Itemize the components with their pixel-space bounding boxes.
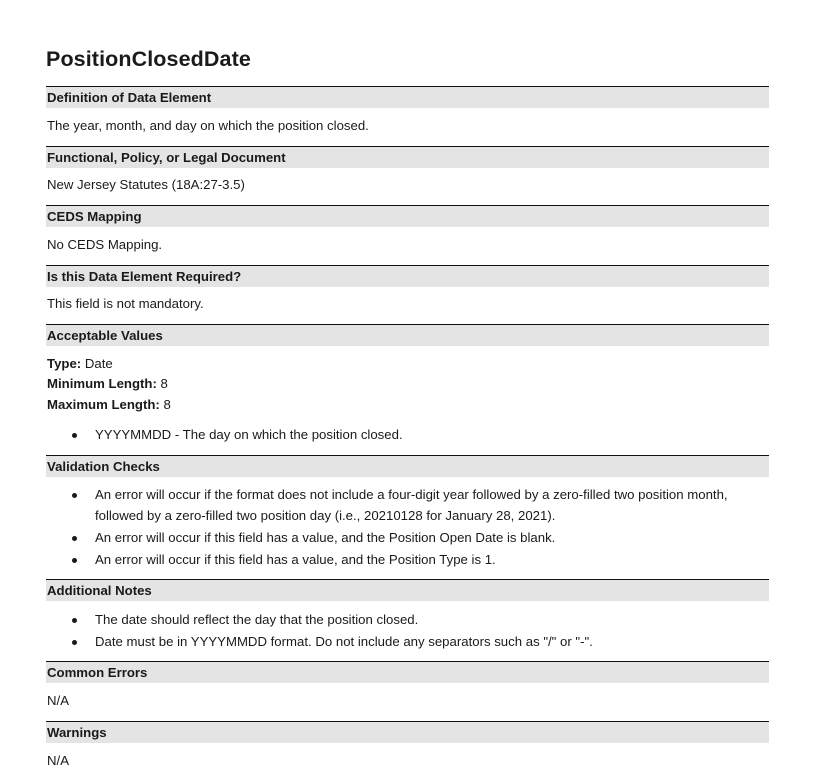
section-header-acceptable-values: Acceptable Values	[46, 324, 769, 346]
bullet-icon	[72, 640, 77, 645]
list-item-text: An error will occur if this field has a value, and the Position Type is 1.	[95, 552, 496, 567]
section-header-validation-checks: Validation Checks	[46, 455, 769, 477]
type-label: Type:	[47, 356, 82, 371]
max-length-line	[47, 397, 171, 413]
type-line	[47, 356, 113, 372]
min-length-value: 8	[156, 376, 168, 391]
min-length-label: Minimum Length:	[47, 376, 157, 391]
warnings-text: N/A	[47, 753, 69, 768]
min-length-line	[47, 376, 168, 392]
section-header-definition: Definition of Data Element	[46, 86, 769, 108]
list-item-text: The date should reflect the day that the position closed.	[95, 612, 419, 627]
section-header-common-errors: Common Errors	[46, 661, 769, 683]
bullet-icon	[72, 433, 77, 438]
bullet-icon	[72, 536, 77, 541]
section-header-legal: Functional, Policy, or Legal Document	[46, 146, 769, 168]
type-value: Date	[81, 356, 113, 371]
bullet-icon	[72, 558, 77, 563]
list-item-text: An error will occur if the format does not include a four-digit year followed by a zero-filled two position month,	[95, 487, 728, 502]
section-header-additional-notes: Additional Notes	[46, 579, 769, 601]
list-item-text: An error will occur if this field has a value, and the Position Open Date is blank.	[95, 530, 556, 545]
ceds-text: No CEDS Mapping.	[47, 237, 163, 252]
max-length-label: Maximum Length:	[47, 397, 160, 412]
list-item-text: followed by a zero-filled two position day (i.e., 20210128 for January 28, 2021).	[95, 508, 556, 523]
common-errors-text: N/A	[47, 693, 69, 708]
legal-text: New Jersey Statutes (18A:27-3.5)	[47, 177, 245, 192]
page-title: PositionClosedDate	[46, 47, 251, 71]
bullet-icon	[72, 493, 77, 498]
bullet-icon	[72, 618, 77, 623]
section-header-required: Is this Data Element Required?	[46, 265, 769, 287]
max-length-value: 8	[159, 397, 171, 412]
section-header-warnings: Warnings	[46, 721, 769, 743]
list-item-text: YYYYMMDD - The day on which the position closed.	[95, 427, 403, 442]
required-text: This field is not mandatory.	[47, 296, 204, 311]
definition-text: The year, month, and day on which the position closed.	[47, 118, 369, 133]
section-header-ceds: CEDS Mapping	[46, 205, 769, 227]
list-item-text: Date must be in YYYYMMDD format. Do not include any separators such as "/" or "-".	[95, 634, 593, 649]
